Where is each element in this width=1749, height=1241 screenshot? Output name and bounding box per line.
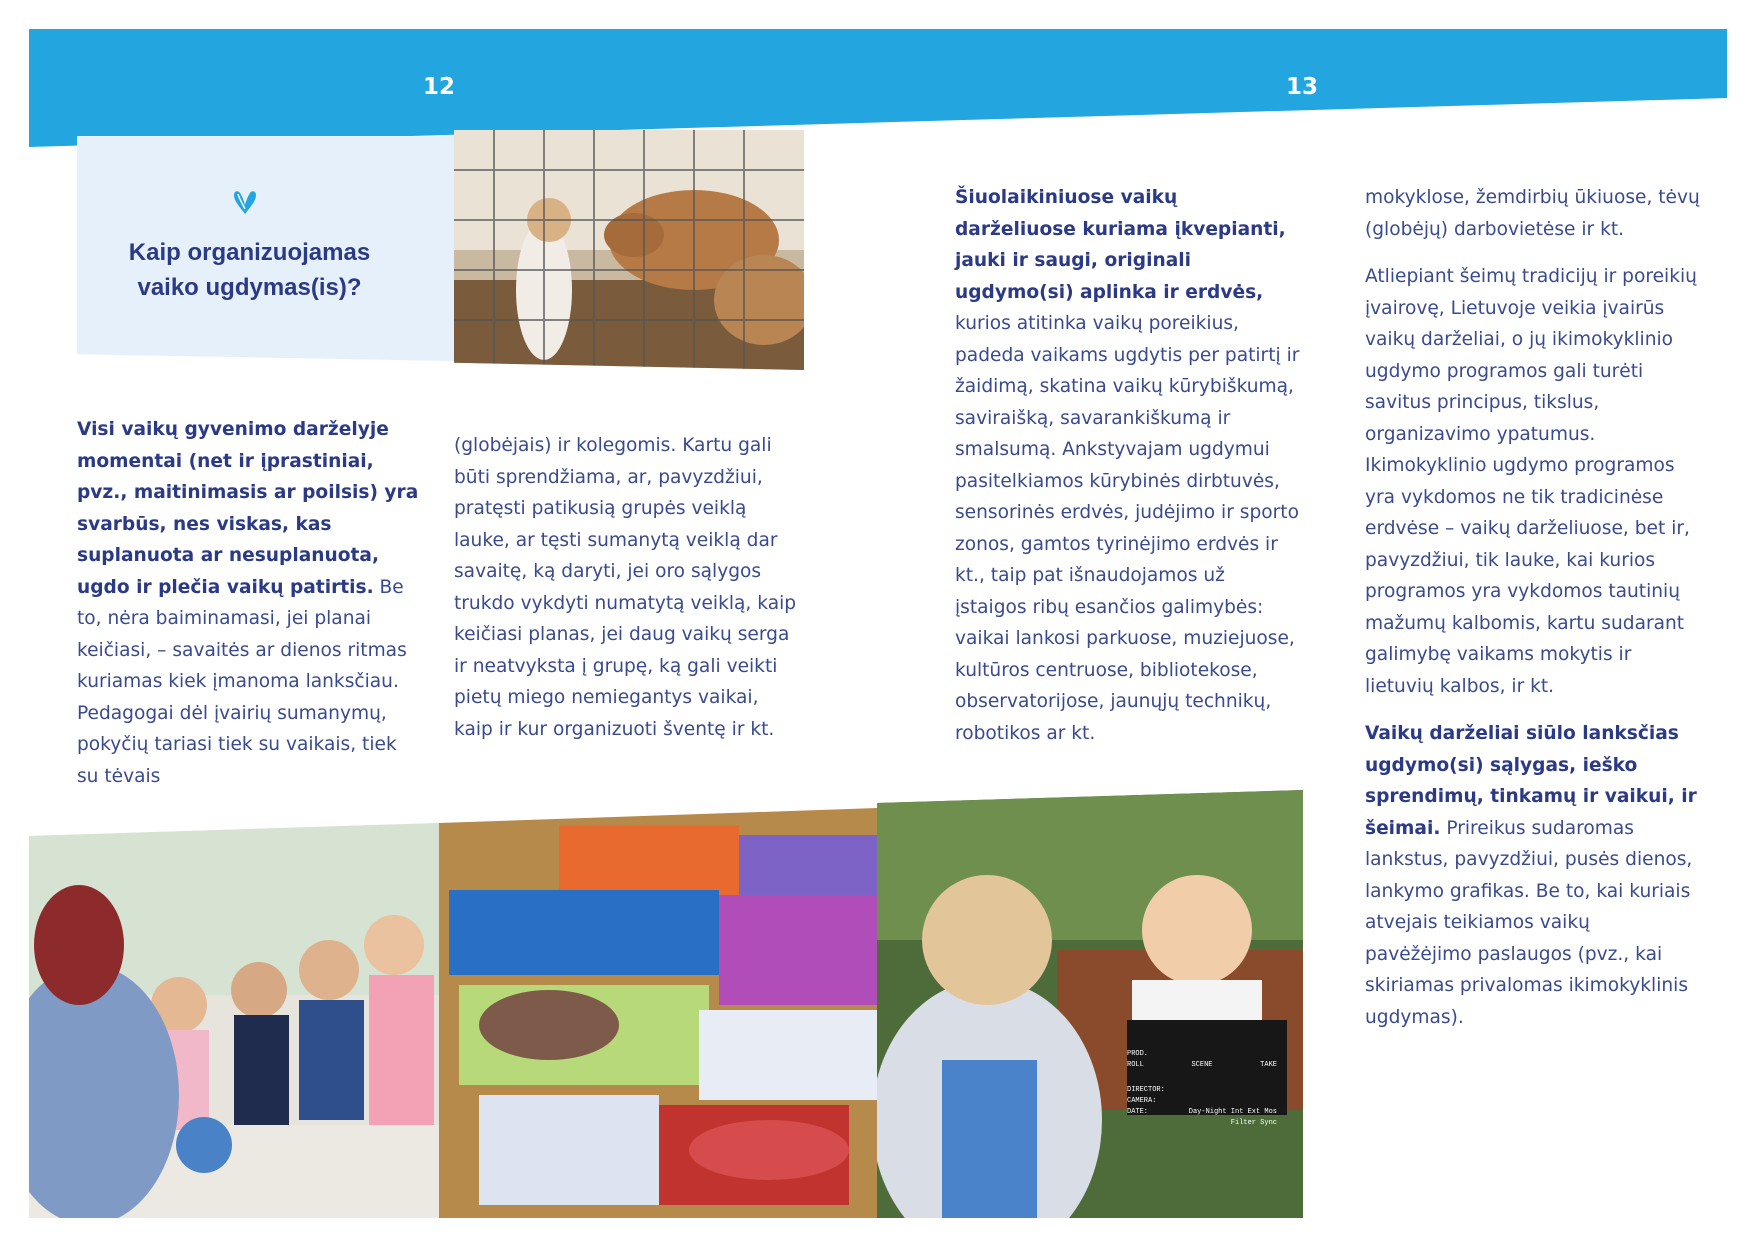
text-column-4 bbox=[1365, 182, 1700, 1049]
clapperboard-labels bbox=[1127, 1049, 1277, 1135]
deer-photo bbox=[454, 130, 804, 370]
clapper-prod: PROD. bbox=[1127, 1050, 1149, 1058]
paragraph: (globėjais) ir kolegomis. Kartu gali būti sprendžiama, ar, pavyzdžiui, pratęsti patikusią grupės veiklą lauke, ar tęsti sumanytą veiklą dar savaitę, ką daryti, jei oro sąlygos trukdo vykdyti numatytą veiklą, kaip keičiasi planas, jei daug vaikų serga ir neatvyksta į grupę, ką gali veikti pietų miego nemiegantys vaikai, kaip ir kur organizuoti šventę ir kt. bbox=[454, 435, 797, 740]
clapper-camera: CAMERA: bbox=[1127, 1097, 1157, 1105]
lead-bold: Visi vaikų gyvenimo darželyje momentai (net ir įprastiniai, pvz., maitinimasis ar poilsis) yra svarbūs, nes viskas, kas suplanuota ar nesuplanuota, ugdo ir plečia vaikų patirtis. bbox=[77, 419, 419, 598]
clapper-date: DATE: bbox=[1127, 1108, 1149, 1116]
lead-bold: Vaikų darželiai siūlo lanksčias ugdymo(si) sąlygas, ieško sprendimų, tinkamų ir vaikui, ir šeimai. bbox=[1365, 723, 1697, 839]
clapper-modes: Day-Night Int Ext Mos bbox=[1188, 1108, 1277, 1116]
paragraph: Atliepiant šeimų tradicijų ir poreikių įvairovę, Lietuvoje veikia įvairūs vaikų darželiai, o jų ikimokyklinio ugdymo programos gali turėti savitus principus, tikslus, organizavimo ypatumus. Ikimokyklinio ugdymo programos yra vykdomos ne tik tradicinėse erdvėse – vaikų darželiuose, bet ir, pavyzdžiui, tik lauke, kai kurios programos yra vykdomos tautinių mažumų kalbomis, kartu sudarant galimybę vaikams mokytis ir lietuvių kalbos, ir kt. bbox=[1365, 266, 1697, 697]
nap-time-photo bbox=[439, 795, 877, 1218]
clapperboard-photo bbox=[877, 790, 1303, 1218]
paragraph bbox=[77, 414, 422, 792]
lead-bold: Šiuolaikiniuose vaikų darželiuose kuriama įkvepianti, jauki ir saugi, originali ugdymo(si) aplinka ir erdvės, bbox=[955, 187, 1286, 303]
body-text: Be to, nėra baiminamasi, jei planai keičiasi, – savaitės ar dienos ritmas kuriamas kiek įmanoma lanksčiau. Pedagogai dėl įvairių sumanymų, pokyčių tariasi tiek su vaikais, tiek su tėvais bbox=[77, 576, 407, 787]
body-text: Prireikus sudaromas lankstus, pavyzdžiui, pusės dienos, lankymo grafikas. Be to, kai kuriais atvejais teikiamos vaikų pavėžėjimo paslaugos (pvz., kai skiriamas privalomas ikimokyklinis ugdymas). bbox=[1365, 817, 1693, 1028]
title-line-2: vaiko ugdymas(is)? bbox=[137, 274, 362, 301]
clapper-take: TAKE bbox=[1260, 1061, 1277, 1069]
classroom-photo bbox=[29, 795, 439, 1218]
page-title bbox=[77, 235, 422, 305]
page-number-right: 13 bbox=[1285, 74, 1318, 100]
body-text: kurios atitinka vaikų poreikius, padeda vaikams ugdytis per patirtį ir žaidimą, skatina vaikų kūrybiškumą, saviraišką, savarankiškumą ir smalsumą. Ankstyvajam ugdymui pasitelkiamos kūrybinės dirbtuvės, sensorinės erdvės, judėjimo ir sporto zonos, gamtos tyrinėjimo erdvės ir kt., taip pat išnaudojamos už įstaigos ribų esančios galimybės: vaikai lankosi parkuose, muziejuose, kultūros centruose, bibliotekose, observatorijose, jaunųjų technikų, robotikos ar kt. bbox=[955, 313, 1300, 744]
paragraph bbox=[955, 182, 1300, 749]
clapper-filter-sync: Filter Sync bbox=[1230, 1119, 1277, 1127]
paragraph bbox=[1365, 718, 1700, 1033]
text-column-1 bbox=[77, 414, 422, 808]
text-column-3 bbox=[955, 182, 1300, 765]
paragraph: mokyklose, žemdirbių ūkiuose, tėvų (globėjų) darbovietėse ir kt. bbox=[1365, 187, 1700, 240]
header-band bbox=[0, 0, 1749, 150]
clapper-roll: ROLL bbox=[1127, 1061, 1144, 1069]
text-column-2 bbox=[454, 430, 799, 761]
heart-icon bbox=[230, 187, 260, 217]
title-line-1: Kaip organizuojamas bbox=[128, 239, 371, 266]
clapper-scene: SCENE bbox=[1191, 1061, 1213, 1069]
clapper-director: DIRECTOR: bbox=[1127, 1086, 1165, 1094]
page-number-left: 12 bbox=[422, 74, 455, 100]
